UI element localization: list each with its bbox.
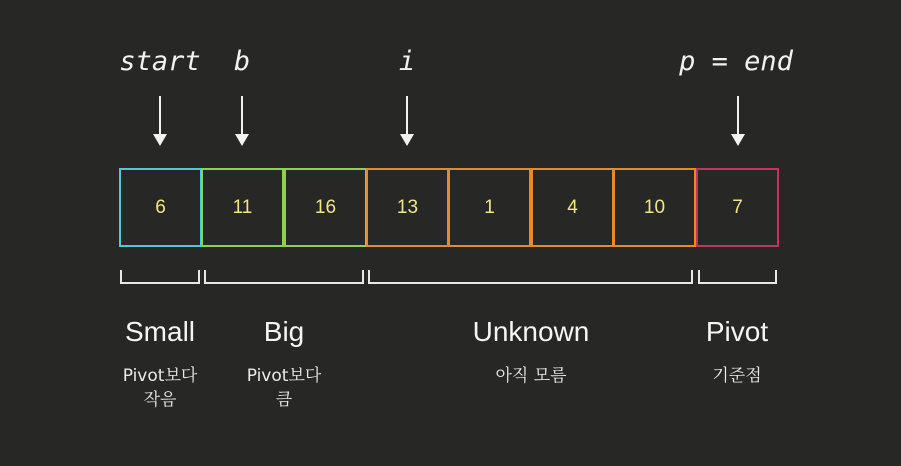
pointer-label-i: i — [398, 46, 416, 77]
group-desc-line: 작음 — [143, 390, 177, 410]
array-cell: 16 — [284, 168, 367, 247]
array-cell: 4 — [531, 168, 614, 247]
pointer-label-p-end: p = end — [679, 46, 793, 77]
arrow-down-icon — [731, 96, 745, 148]
arrow-down-icon — [235, 96, 249, 148]
group-title-small: Small — [124, 316, 196, 347]
bracket-pivot — [698, 270, 777, 284]
group-desc-line: Pivot보다 — [122, 366, 198, 386]
group-title-big: Big — [263, 316, 305, 347]
group-desc-unknown — [495, 364, 566, 388]
bracket-small — [120, 270, 200, 284]
pointer-label-b: b — [233, 46, 251, 77]
arrow-down-icon — [153, 96, 167, 148]
array-cell: 13 — [366, 168, 449, 247]
array-cell: 7 — [696, 168, 779, 247]
group-desc-line: 큼 — [275, 390, 293, 410]
array-cell: 1 — [448, 168, 531, 247]
bracket-big — [204, 270, 364, 284]
group-desc-line: 기준점 — [712, 366, 762, 386]
group-title-pivot: Pivot — [705, 316, 769, 347]
group-desc-big — [247, 364, 322, 412]
bracket-unknown — [368, 270, 693, 284]
group-desc-line: 아직 모름 — [495, 366, 567, 386]
group-desc-small — [123, 364, 198, 412]
arrow-down-icon — [400, 96, 414, 148]
group-desc-line: Pivot보다 — [246, 366, 322, 386]
pointer-label-start: start — [119, 46, 201, 77]
array-cell: 11 — [201, 168, 284, 247]
array-cell: 10 — [613, 168, 696, 247]
group-title-unknown: Unknown — [472, 316, 590, 347]
group-desc-pivot — [712, 364, 761, 388]
array-cell: 6 — [119, 168, 202, 247]
